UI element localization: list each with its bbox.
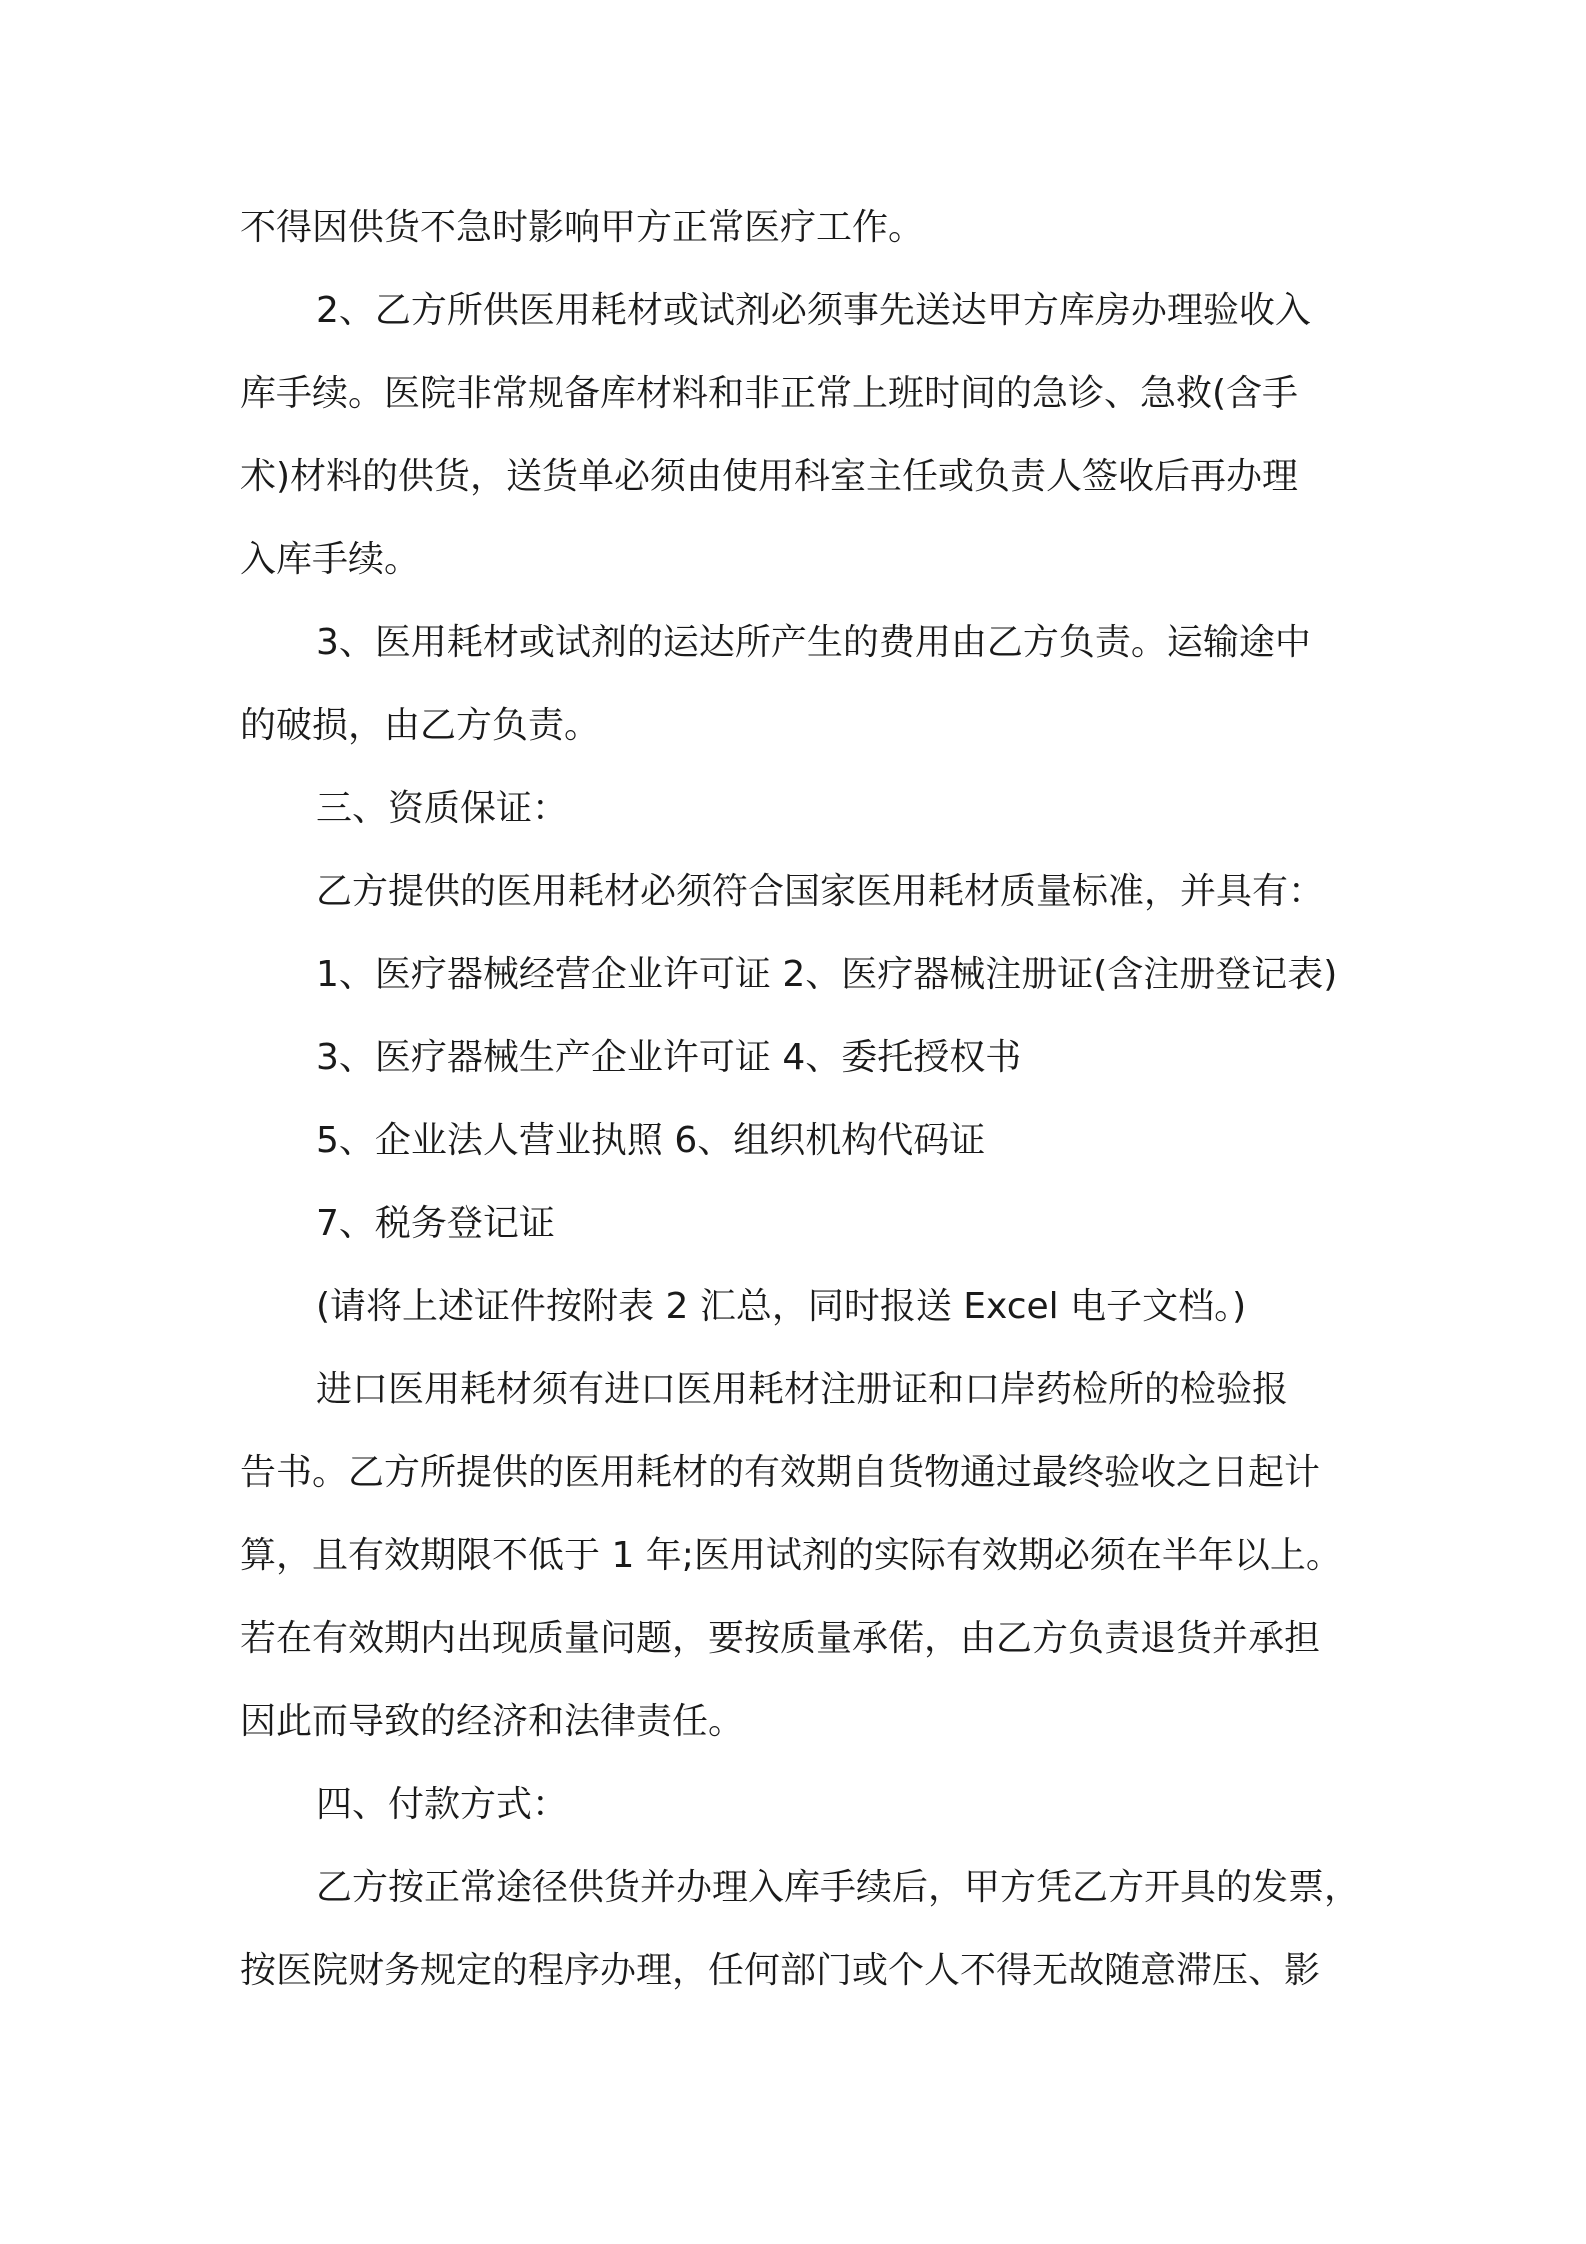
list-item: 3、医疗器械生产企业许可证 4、委托授权书	[316, 1037, 1022, 1078]
text-line: 告书。乙方所提供的医用耗材的有效期自货物通过最终验收之日起计	[240, 1452, 1321, 1493]
text-line: 因此而导致的经济和法律责任。	[240, 1701, 745, 1742]
text-line: 库手续。医院非常规备库材料和非正常上班时间的急诊、急救(含手	[240, 373, 1299, 414]
section-heading: 四、付款方式：	[316, 1784, 569, 1825]
list-item: 5、企业法人营业执照 6、组织机构代码证	[316, 1120, 986, 1161]
text-line: 3、医用耗材或试剂的运达所产生的费用由乙方负责。运输途中	[316, 622, 1311, 663]
list-item: 1、医疗器械经营企业许可证 2、医疗器械注册证(含注册登记表)	[316, 954, 1338, 995]
text-line: 的破损，由乙方负责。	[240, 705, 601, 746]
text-line: 乙方提供的医用耗材必须符合国家医用耗材质量标准，并具有：	[316, 871, 1325, 912]
text-line: 不得因供货不急时影响甲方正常医疗工作。	[240, 207, 925, 248]
text-line: 入库手续。	[240, 539, 421, 580]
text-line: 按医院财务规定的程序办理，任何部门或个人不得无故随意滞压、影	[240, 1950, 1321, 1991]
text-line: 2、乙方所供医用耗材或试剂必须事先送达甲方库房办理验收入	[316, 290, 1311, 331]
text-line: 进口医用耗材须有进口医用耗材注册证和口岸药检所的检验报	[316, 1369, 1289, 1410]
section-heading: 三、资质保证：	[316, 788, 569, 829]
text-line: 乙方按正常途径供货并办理入库手续后，甲方凭乙方开具的发票，	[316, 1867, 1360, 1908]
document-body	[240, 200, 1360, 2026]
text-line: 算，且有效期限不低于 1 年;医用试剂的实际有效期必须在半年以上。	[240, 1535, 1342, 1576]
text-line: 术)材料的供货，送货单必须由使用科室主任或负责人签收后再办理	[240, 456, 1299, 497]
list-item: 7、税务登记证	[316, 1203, 555, 1244]
text-line: 若在有效期内出现质量问题，要按质量承偌，由乙方负责退货并承担	[240, 1618, 1321, 1659]
text-line: (请将上述证件按附表 2 汇总，同时报送 Excel 电子文档。)	[316, 1286, 1247, 1327]
